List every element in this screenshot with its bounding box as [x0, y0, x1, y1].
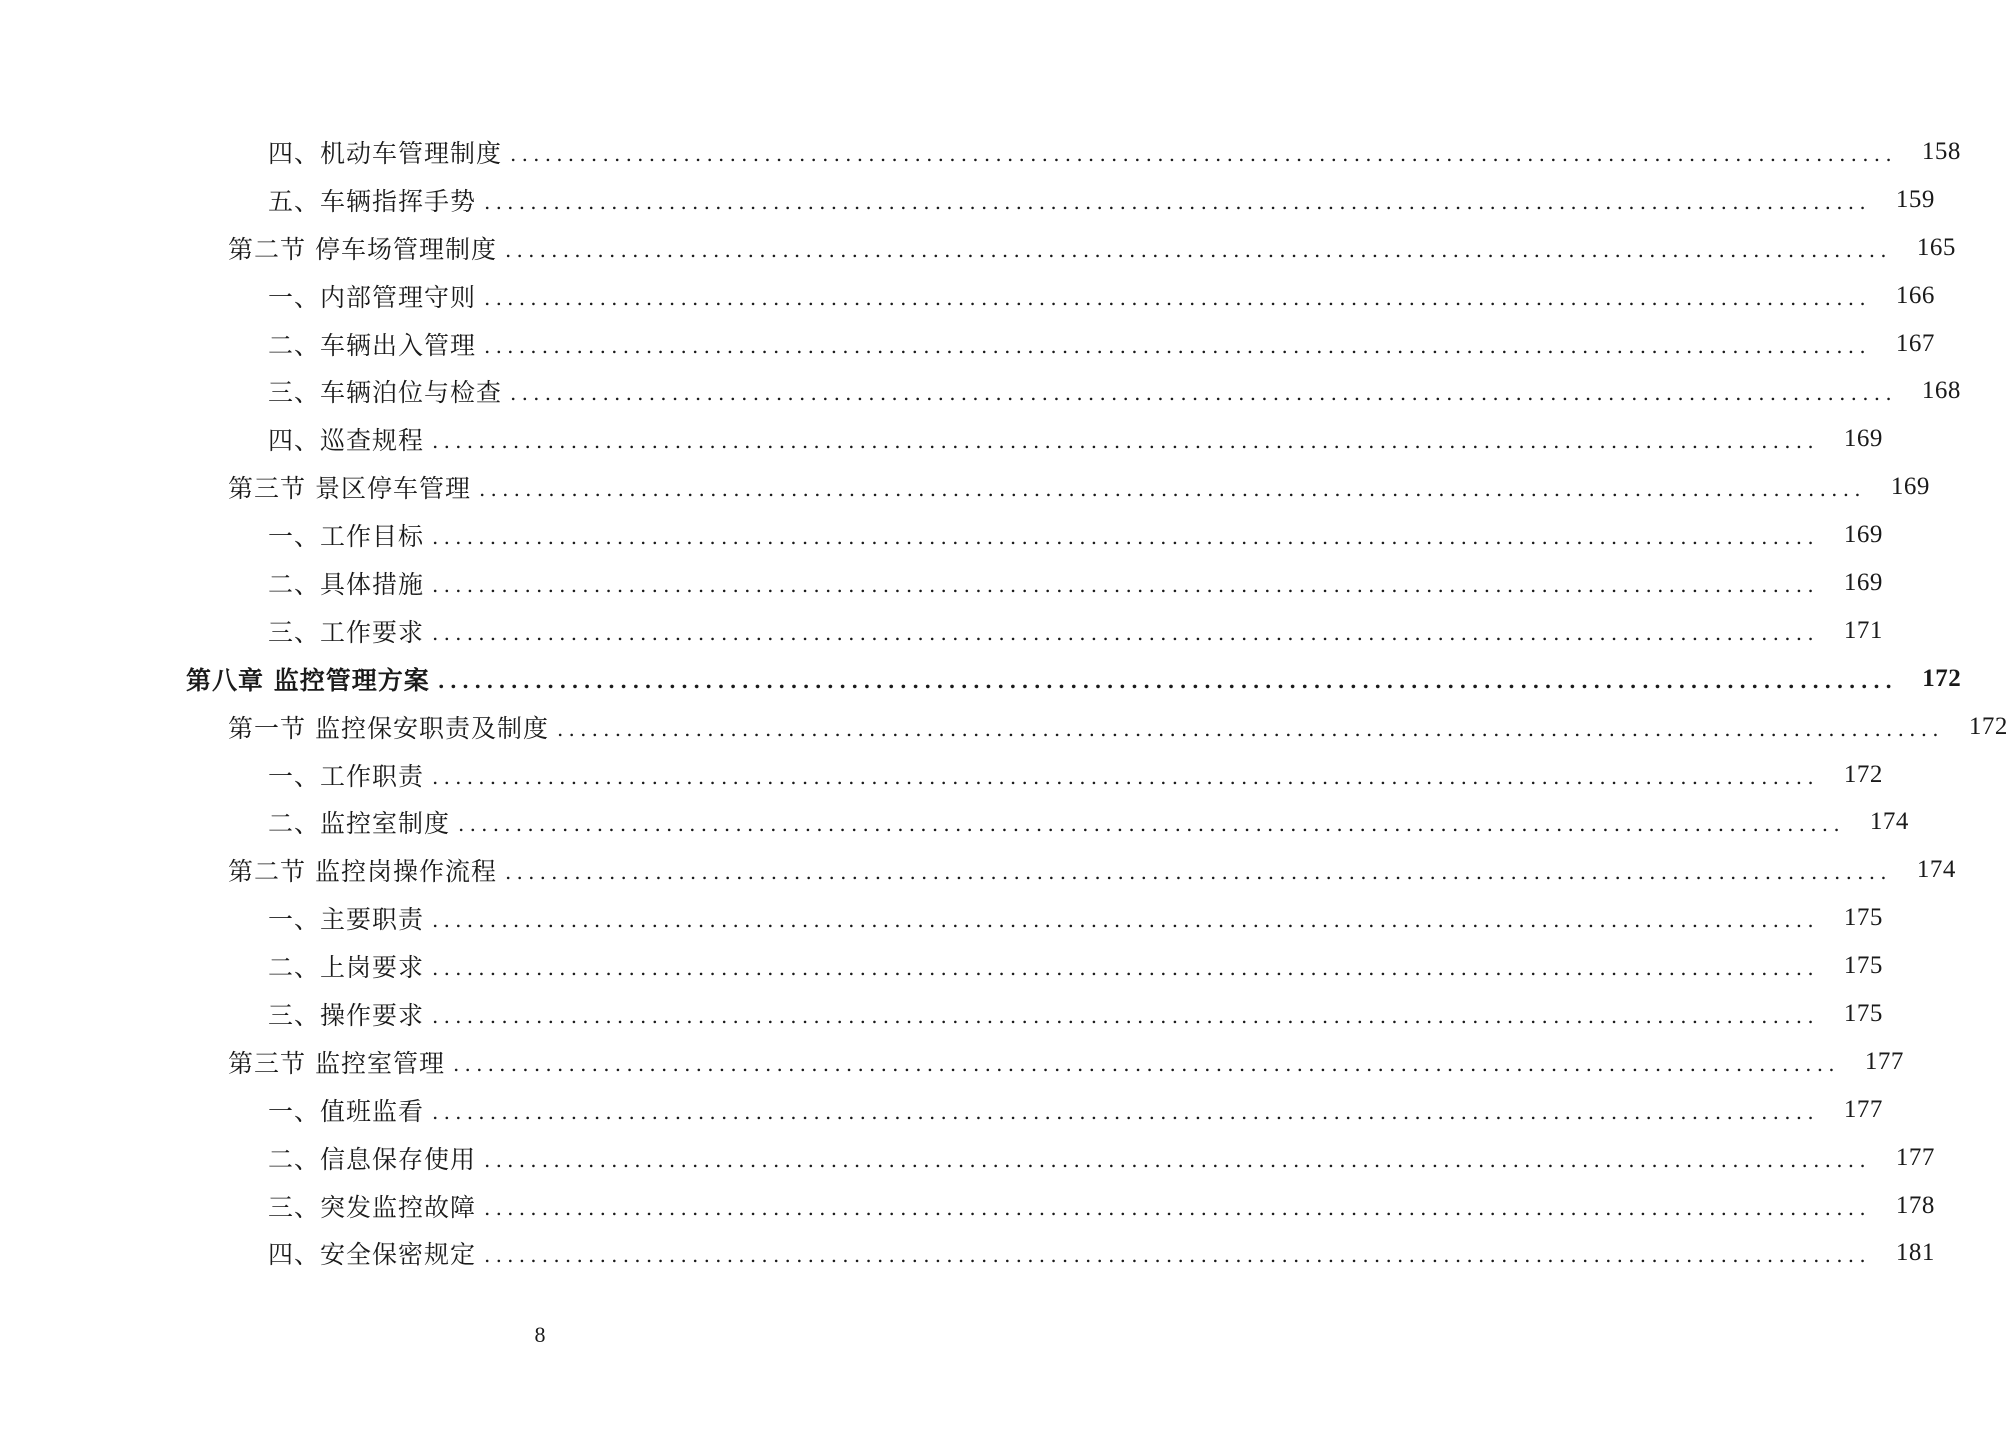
toc-entry-title: 三、操作要求 — [268, 1000, 425, 1030]
toc-entry-title: 第三节 监控室管理 — [228, 1048, 445, 1078]
toc-subsection-entry[interactable] — [0, 798, 1909, 846]
table-of-contents — [0, 128, 2008, 1277]
toc-entry-page: 177 — [1864, 1047, 1904, 1075]
toc-subsection-entry[interactable] — [0, 128, 1961, 176]
toc-entry-title: 四、安全保密规定 — [268, 1240, 477, 1270]
toc-entry-title: 五、车辆指挥手势 — [268, 186, 477, 216]
toc-dot-leader: ........................................................................................................................ — [484, 285, 1871, 310]
toc-subsection-entry[interactable] — [0, 511, 1883, 559]
toc-entry-page: 169 — [1843, 521, 1883, 549]
toc-dot-leader: ........................................................................................................................ — [432, 429, 1819, 454]
toc-entry-title: 三、突发监控故障 — [268, 1192, 477, 1222]
toc-section-entry[interactable] — [0, 463, 1930, 511]
toc-subsection-entry[interactable] — [0, 415, 1883, 463]
toc-entry-title: 一、工作职责 — [268, 761, 425, 791]
toc-entry-page: 171 — [1843, 616, 1883, 644]
toc-entry-page: 175 — [1843, 904, 1883, 932]
toc-dot-leader: ........................................................................................................................ — [504, 860, 1892, 885]
toc-dot-leader: ........................................................................................................................ — [478, 477, 1866, 502]
toc-entry-title: 一、内部管理守则 — [268, 282, 477, 312]
toc-entry-page: 159 — [1895, 185, 1935, 213]
toc-subsection-entry[interactable] — [0, 942, 1883, 990]
toc-subsection-entry[interactable] — [0, 176, 1935, 224]
toc-entry-title: 第二节 停车场管理制度 — [228, 234, 497, 264]
toc-entry-page: 181 — [1895, 1239, 1935, 1267]
toc-entry-page: 169 — [1843, 425, 1883, 453]
toc-dot-leader: ........................................................................................................................ — [556, 716, 1944, 741]
toc-entry-page: 175 — [1843, 952, 1883, 980]
toc-entry-page: 177 — [1843, 1095, 1883, 1123]
toc-entry-page: 172 — [1968, 712, 2008, 740]
toc-entry-page: 177 — [1895, 1143, 1935, 1171]
toc-entry-page: 174 — [1916, 856, 1956, 884]
toc-section-entry[interactable] — [0, 703, 2008, 751]
toc-entry-title: 第八章 监控管理方案 — [186, 665, 430, 695]
toc-dot-leader: ........................................................................................................................ — [432, 908, 1819, 933]
toc-entry-title: 一、主要职责 — [268, 905, 425, 935]
toc-dot-leader: ........................................................................................................................ — [432, 572, 1819, 597]
toc-entry-page: 172 — [1922, 664, 1962, 692]
toc-entry-page: 166 — [1895, 281, 1935, 309]
toc-entry-title: 第二节 监控岗操作流程 — [228, 857, 497, 887]
toc-subsection-entry[interactable] — [0, 1134, 1935, 1182]
toc-subsection-entry[interactable] — [0, 1086, 1883, 1134]
toc-subsection-entry[interactable] — [0, 559, 1883, 607]
toc-subsection-entry[interactable] — [0, 990, 1883, 1038]
toc-dot-leader: ........................................................................................................................ — [432, 525, 1819, 550]
toc-dot-leader: ........................................................................................................................ — [484, 1147, 1871, 1172]
toc-dot-leader: ........................................................................................................................ — [484, 1195, 1871, 1220]
toc-subsection-entry[interactable] — [0, 272, 1935, 320]
toc-dot-leader: ........................................................................................................................ — [504, 237, 1892, 262]
toc-entry-title: 二、具体措施 — [268, 569, 425, 599]
toc-dot-leader: ........................................................................................................................ — [437, 668, 1898, 693]
toc-entry-title: 二、监控室制度 — [268, 809, 451, 839]
toc-dot-leader: ........................................................................................................................ — [510, 141, 1897, 166]
toc-subsection-entry[interactable] — [0, 751, 1883, 799]
toc-entry-title: 一、工作目标 — [268, 522, 425, 552]
toc-dot-leader: ........................................................................................................................ — [484, 333, 1871, 358]
toc-entry-page: 174 — [1869, 808, 1909, 836]
toc-dot-leader: ........................................................................................................................ — [432, 620, 1819, 645]
toc-section-entry[interactable] — [0, 224, 1956, 272]
toc-entry-page: 169 — [1890, 473, 1930, 501]
toc-dot-leader: ........................................................................................................................ — [510, 381, 1897, 406]
toc-entry-page: 158 — [1921, 137, 1961, 165]
toc-dot-leader: ........................................................................................................................ — [432, 764, 1819, 789]
toc-entry-page: 172 — [1843, 760, 1883, 788]
toc-subsection-entry[interactable] — [0, 894, 1883, 942]
toc-subsection-entry[interactable] — [0, 320, 1935, 368]
toc-dot-leader: ........................................................................................................................ — [432, 1003, 1819, 1028]
toc-entry-page: 178 — [1895, 1191, 1935, 1219]
toc-subsection-entry[interactable] — [0, 607, 1883, 655]
toc-subsection-entry[interactable] — [0, 367, 1961, 415]
toc-entry-title: 第三节 景区停车管理 — [228, 474, 471, 504]
toc-dot-leader: ........................................................................................................................ — [484, 189, 1871, 214]
toc-entry-title: 三、车辆泊位与检查 — [268, 378, 503, 408]
toc-entry-page: 175 — [1843, 999, 1883, 1027]
toc-entry-page: 168 — [1921, 377, 1961, 405]
toc-chapter-entry[interactable] — [0, 655, 1962, 703]
toc-entry-title: 四、巡查规程 — [268, 426, 425, 456]
toc-entry-title: 二、信息保存使用 — [268, 1144, 477, 1174]
toc-entry-page: 167 — [1895, 329, 1935, 357]
toc-subsection-entry[interactable] — [0, 1182, 1935, 1230]
toc-entry-title: 第一节 监控保安职责及制度 — [228, 713, 549, 743]
toc-entry-page: 169 — [1843, 568, 1883, 596]
toc-entry-title: 四、机动车管理制度 — [268, 138, 503, 168]
toc-entry-title: 二、上岗要求 — [268, 953, 425, 983]
toc-dot-leader: ........................................................................................................................ — [458, 812, 1845, 837]
toc-entry-title: 三、工作要求 — [268, 617, 425, 647]
toc-entry-title: 一、值班监看 — [268, 1096, 425, 1126]
toc-dot-leader: ........................................................................................................................ — [432, 1099, 1819, 1124]
toc-dot-leader: ........................................................................................................................ — [432, 956, 1819, 981]
toc-dot-leader: ........................................................................................................................ — [484, 1243, 1871, 1268]
toc-section-entry[interactable] — [0, 846, 1956, 894]
toc-section-entry[interactable] — [0, 1038, 1904, 1086]
toc-subsection-entry[interactable] — [0, 1229, 1935, 1277]
toc-entry-title: 二、车辆出入管理 — [268, 330, 477, 360]
toc-dot-leader: ........................................................................................................................ — [452, 1051, 1840, 1076]
toc-entry-page: 165 — [1916, 233, 1956, 261]
page-number: 8 — [534, 1322, 546, 1347]
